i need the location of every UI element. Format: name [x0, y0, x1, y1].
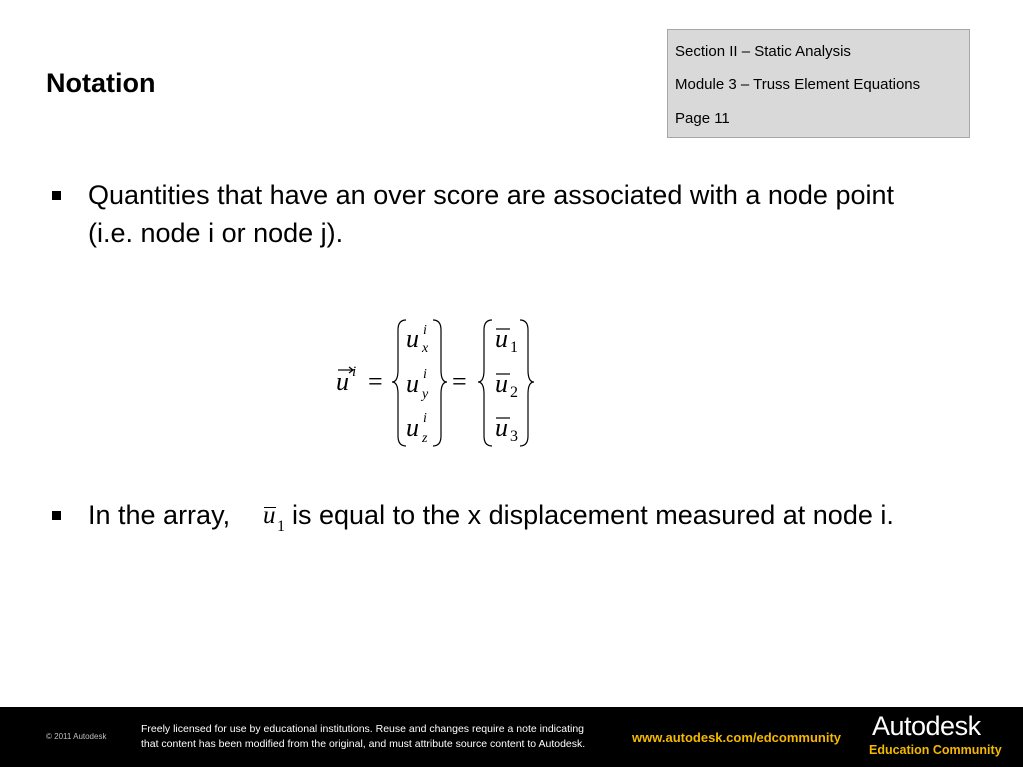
square-bullet-icon [52, 511, 61, 520]
section-label: Section II – Static Analysis [675, 43, 851, 60]
right-brace-1 [433, 320, 447, 446]
footer-bar [0, 707, 1023, 767]
uz-sub: z [422, 431, 428, 446]
section-info-box [667, 29, 970, 138]
u2-sub: 2 [510, 384, 518, 401]
left-brace-1 [392, 320, 406, 446]
uz-base: u [406, 413, 419, 442]
lhs-superscript: i [352, 364, 357, 380]
equals-sign-2: = [452, 367, 467, 396]
lhs-u: u [336, 367, 349, 396]
displacement-vector-equation [330, 312, 540, 457]
ux-base: u [406, 324, 419, 353]
uz-sup: i [423, 411, 427, 426]
u1-sub: 1 [510, 339, 518, 356]
bullet-text-line2: (i.e. node i or node j). [88, 218, 344, 248]
module-label: Module 3 – Truss Element Equations [675, 76, 921, 93]
ux-sub: x [422, 341, 429, 356]
autodesk-logo: Autodesk [872, 711, 981, 741]
ux-sup: i [423, 323, 427, 338]
education-community-label: Education Community [869, 743, 1002, 757]
copyright-text: © 2011 Autodesk [46, 732, 107, 741]
u3-base: u [495, 413, 508, 442]
bullet2-text-after: is equal to the x displacement measured at node i. [292, 500, 894, 530]
bullet2-text-before: In the array, [88, 500, 231, 530]
slide-title: Notation [46, 68, 156, 98]
u3-sub: 3 [510, 428, 518, 445]
edcommunity-link[interactable]: www.autodesk.com/edcommunity [632, 730, 842, 745]
license-line-1: Freely licensed for use by educational institutions. Reuse and changes require a note indicating [141, 723, 585, 735]
uy-sup: i [423, 367, 427, 382]
license-text [141, 722, 585, 752]
left-brace-2 [478, 320, 492, 446]
u1-base: u [495, 324, 508, 353]
equals-sign-1: = [368, 367, 383, 396]
uy-sub: y [422, 387, 429, 402]
right-brace-2 [520, 320, 534, 446]
u1-inline-symbol: u 1 [263, 502, 285, 535]
bullet-text-line1: Quantities that have an over score are associated with a node point [88, 180, 894, 210]
u2-base: u [495, 369, 508, 398]
square-bullet-icon [52, 191, 61, 200]
page-label: Page 11 [675, 110, 730, 127]
license-line-2: that content has been modified from the original, and must attribute source content to Autodesk. [141, 738, 586, 750]
uy-base: u [406, 369, 419, 398]
